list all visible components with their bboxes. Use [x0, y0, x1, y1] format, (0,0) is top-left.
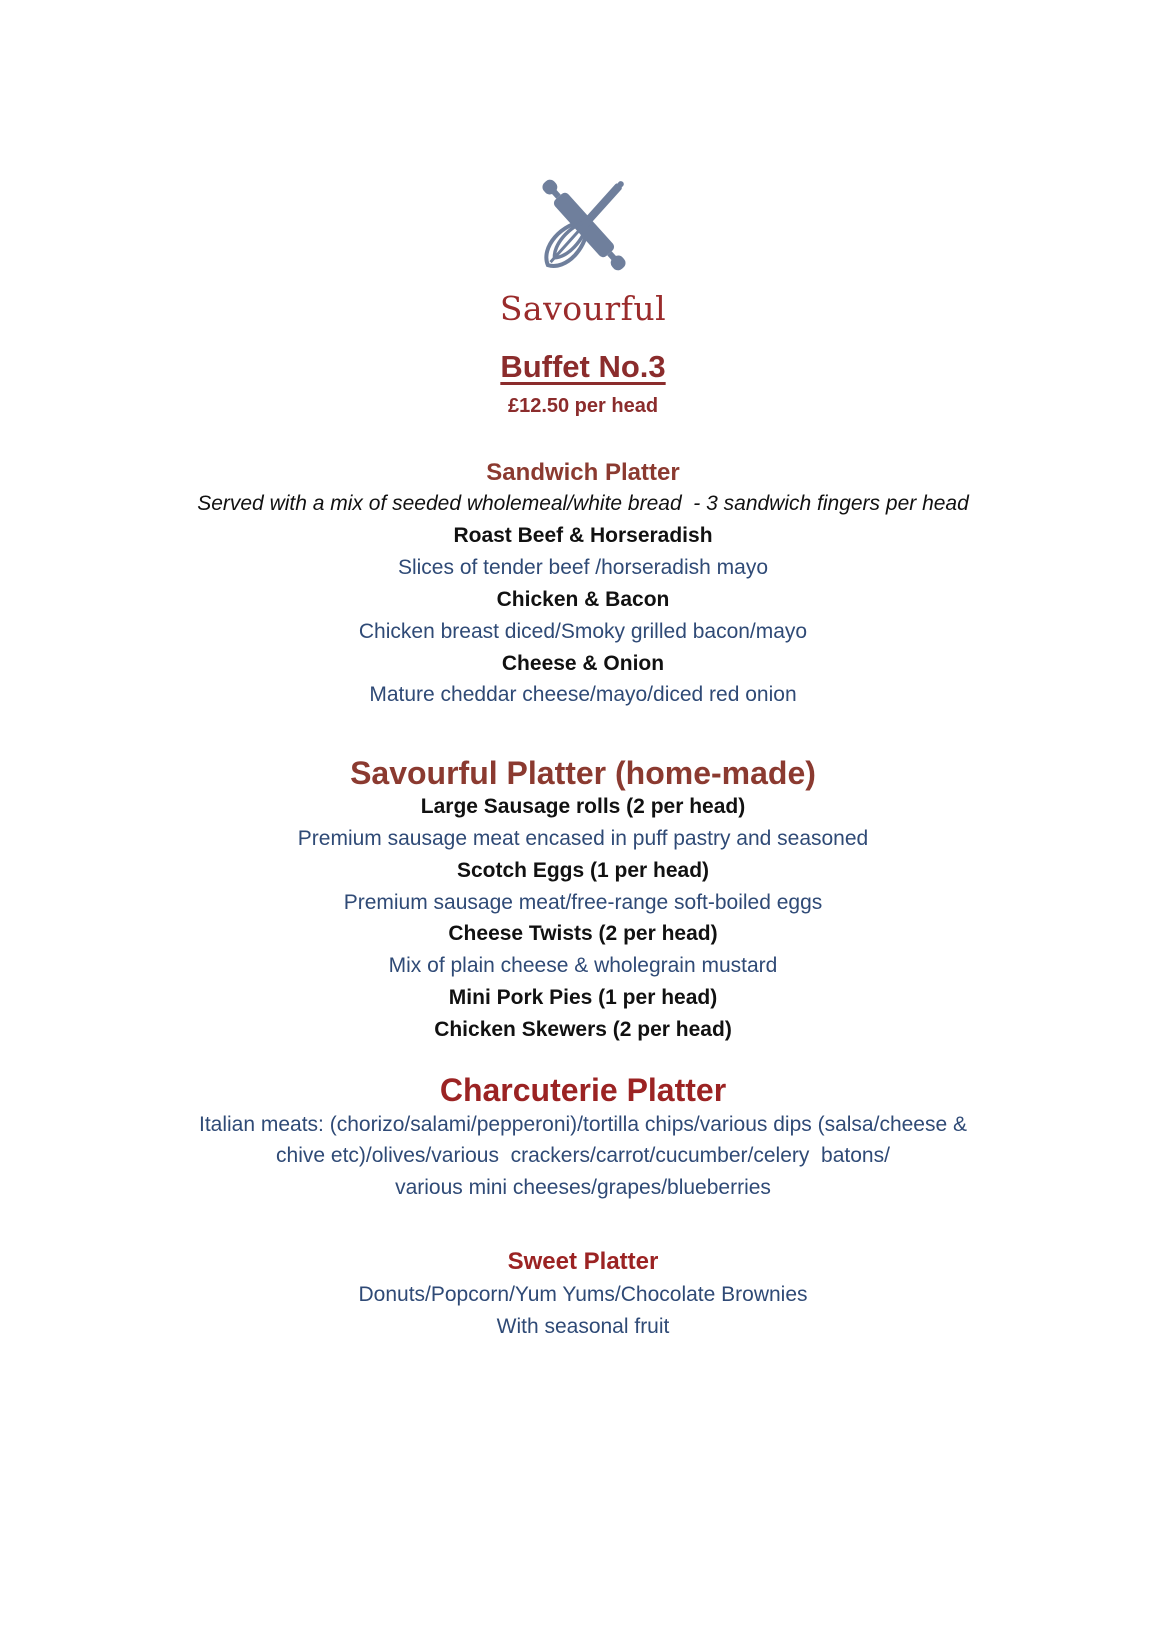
menu-item-description: Chicken breast diced/Smoky grilled bacon/mayo	[358, 620, 808, 643]
menu-item-description: Slices of tender beef /horseradish mayo	[397, 556, 769, 579]
rolling-pin-whisk-icon	[520, 166, 648, 284]
section-heading-sweet: Sweet Platter	[507, 1248, 659, 1275]
menu-item-description: Mature cheddar cheese/mayo/diced red onion	[369, 683, 797, 706]
page-title: Buffet No.3	[500, 349, 666, 384]
menu-item-name: Mini Pork Pies (1 per head)	[448, 986, 718, 1009]
section-heading-savourful: Savourful Platter (home-made)	[350, 755, 816, 791]
charcuterie-line: Italian meats: (chorizo/salami/pepperoni)/tortilla chips/various dips (salsa/cheese &	[198, 1113, 968, 1136]
brand-name: Savourful	[499, 289, 667, 328]
menu-item-name: Scotch Eggs (1 per head)	[456, 859, 710, 882]
menu-item-description: Mix of plain cheese & wholegrain mustard	[388, 954, 778, 977]
menu-item-name: Roast Beef & Horseradish	[453, 524, 713, 547]
section-heading-sandwich: Sandwich Platter	[486, 459, 680, 486]
charcuterie-line: various mini cheeses/grapes/blueberries	[395, 1176, 771, 1199]
price-per-head: £12.50 per head	[507, 395, 659, 417]
charcuterie-line: chive etc)/olives/various crackers/carrot/cucumber/celery batons/	[276, 1144, 890, 1167]
section-heading-charcuterie: Charcuterie Platter	[439, 1072, 727, 1108]
menu-item-name: Chicken Skewers (2 per head)	[434, 1018, 732, 1041]
menu-item-name: Cheese & Onion	[501, 652, 665, 675]
sweet-line: With seasonal fruit	[496, 1315, 670, 1338]
menu-item-description: Premium sausage meat encased in puff pastry and seasoned	[297, 827, 869, 850]
menu-item-name: Large Sausage rolls (2 per head)	[420, 795, 746, 818]
sandwich-note: Served with a mix of seeded wholemeal/white bread - 3 sandwich fingers per head	[197, 492, 969, 515]
menu-item-description: Premium sausage meat/free-range soft-boiled eggs	[343, 891, 823, 914]
sweet-line: Donuts/Popcorn/Yum Yums/Chocolate Brownies	[358, 1283, 808, 1306]
menu-item-name: Chicken & Bacon	[496, 588, 670, 611]
menu-item-name: Cheese Twists (2 per head)	[448, 922, 718, 945]
